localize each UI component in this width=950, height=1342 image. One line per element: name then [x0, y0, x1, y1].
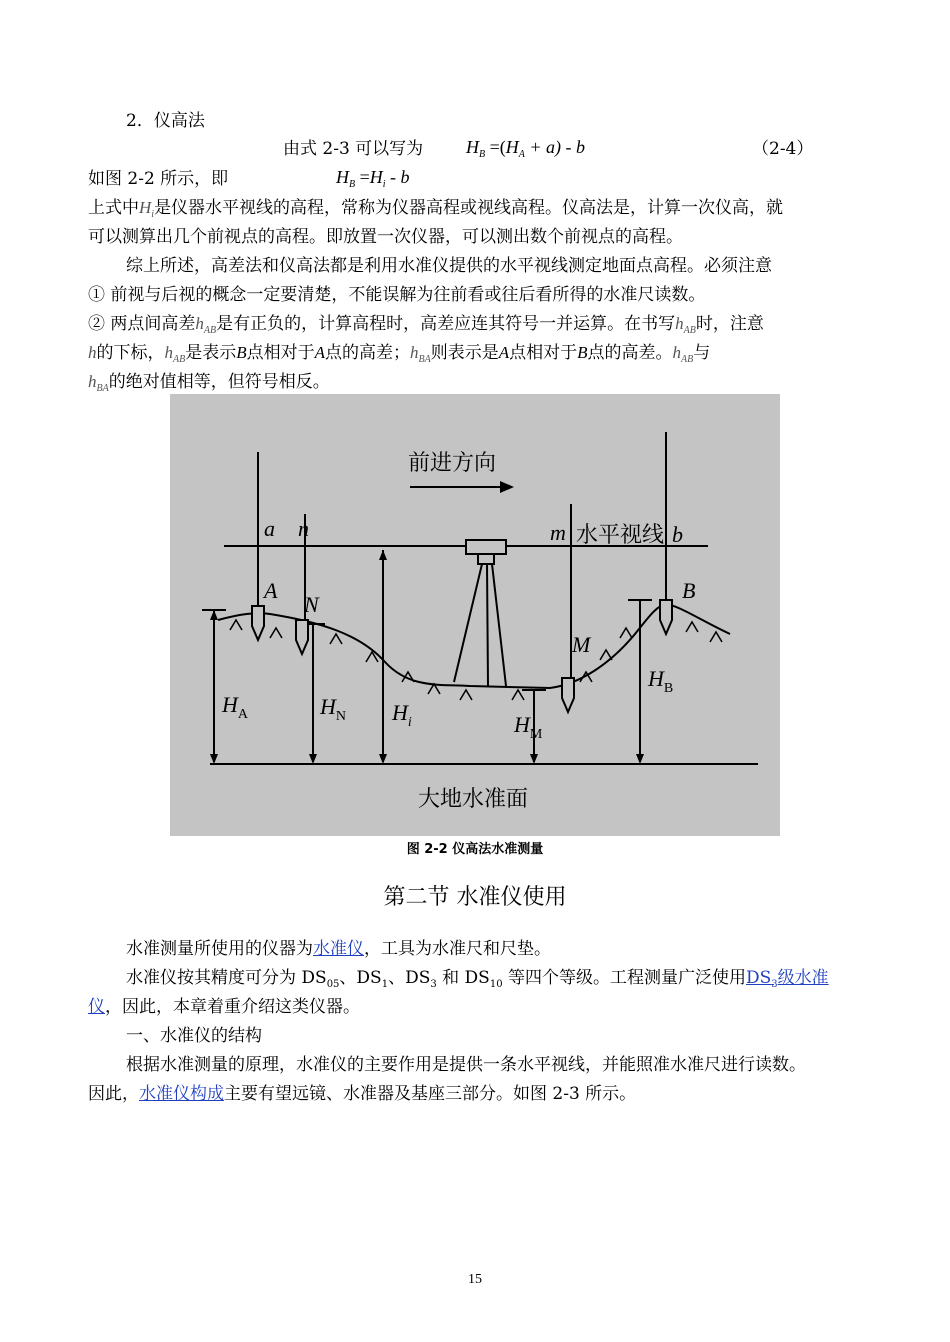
formula-lead-1: 由式 2-3 可以写为 — [283, 139, 424, 159]
point-2-line3: $h_{BA}$的绝对值相等，但符号相反。 — [88, 372, 330, 394]
tripod-leg-1 — [454, 564, 482, 682]
label-B: B — [682, 578, 696, 603]
para3: 水准测量所使用的仪器为水准仪，工具为水准尺和尺垫。 — [126, 939, 551, 959]
section-title-2: 第二节 水准仪使用 — [383, 885, 567, 910]
label-n: n — [298, 516, 309, 541]
label-sightline: 水平视线 — [576, 523, 665, 548]
label-a: a — [264, 516, 275, 541]
label-A: A — [264, 578, 278, 603]
label-HB: $H_B$ — [648, 666, 674, 696]
label-Hi: $H_i$ — [392, 700, 412, 730]
formula-2-4: $H_B =(H_A + a) - b$ — [466, 137, 586, 160]
para4-line1: 水准仪按其精度可分为 $DS_{05}$、$DS_1$、$DS_3$ 和 $DS_{10}$ 等四个等级。工程测量广泛使用$DS_3$级水准 — [126, 968, 829, 990]
figure-leveling-diagram — [170, 394, 780, 836]
label-N: N — [304, 592, 319, 617]
label-b: b — [672, 522, 683, 547]
subsection-heading: 一、水准仪的结构 — [126, 1026, 262, 1046]
para2: 综上所述，高差法和仪高法都是利用水准仪提供的水平视线测定地面点高程。必须注意 — [126, 256, 772, 276]
formula-lead-2: 如图 2-2 所示，即 — [88, 169, 229, 189]
para1-line1: 上式中$H_i$是仪器水平视线的高程，常称为仪器高程或视线高程。仪高法是，计算一次仪高，就 — [88, 198, 784, 220]
formula-hb: $H_B =H_i - b$ — [336, 167, 410, 190]
page-number: 15 — [468, 1272, 482, 1287]
point-2-line2: h的下标，$h_{AB}$是表示B点相对于A点的高差；$h_{BA}$则表示是A点相对于B点的高差。$h_{AB}$与 — [88, 343, 711, 365]
link-level-instrument[interactable]: 水准仪 — [313, 939, 364, 959]
label-HN: $H_N$ — [320, 694, 347, 724]
point-1: ① 前视与后视的概念一定要清楚，不能误解为往前看或往后看所得的水准尺读数。 — [88, 285, 706, 305]
formula-number: （2-4） — [752, 139, 814, 159]
para5-line2: 因此，水准仪构成主要有望远镜、水准器及基座三部分。如图 2-3 所示。 — [88, 1084, 637, 1104]
link-ds3-level[interactable]: $DS_3$级水准 — [745, 968, 829, 990]
section-number: 2． — [126, 111, 154, 131]
link-ds3-level-cont[interactable]: 仪 — [88, 997, 105, 1017]
level-instrument — [466, 540, 506, 554]
section-title: 仪高法 — [153, 111, 205, 131]
para4-line2: 仪，因此，本章着重介绍这类仪器。 — [88, 997, 360, 1017]
tripod-leg-3 — [492, 564, 506, 686]
label-datum: 大地水准面 — [418, 787, 529, 812]
tripod-leg-2 — [487, 564, 488, 686]
label-HM: $H_M$ — [514, 712, 543, 742]
label-m: m — [550, 520, 566, 545]
label-M: M — [572, 632, 591, 657]
label-HA: $H_A$ — [222, 692, 249, 722]
para5-line1: 根据水准测量的原理，水准仪的主要作用是提供一条水平视线，并能照准水准尺进行读数。 — [126, 1055, 806, 1075]
point-2-line1: ② 两点间高差$h_{AB}$是有正负的，计算高程时，高差应连其符号一并运算。在书写$h_{AB}$时，注意 — [88, 314, 764, 336]
section-heading — [126, 110, 205, 132]
link-level-composition[interactable]: 水准仪构成 — [139, 1084, 224, 1104]
para1-line2: 可以测算出几个前视点的高程。即放置一次仪器，可以测出数个前视点的高程。 — [88, 227, 683, 247]
figure-caption: 图 2-2 仪高法水准测量 — [406, 842, 544, 857]
leveling-diagram-svg — [170, 394, 780, 836]
label-direction: 前进方向 — [408, 451, 497, 476]
